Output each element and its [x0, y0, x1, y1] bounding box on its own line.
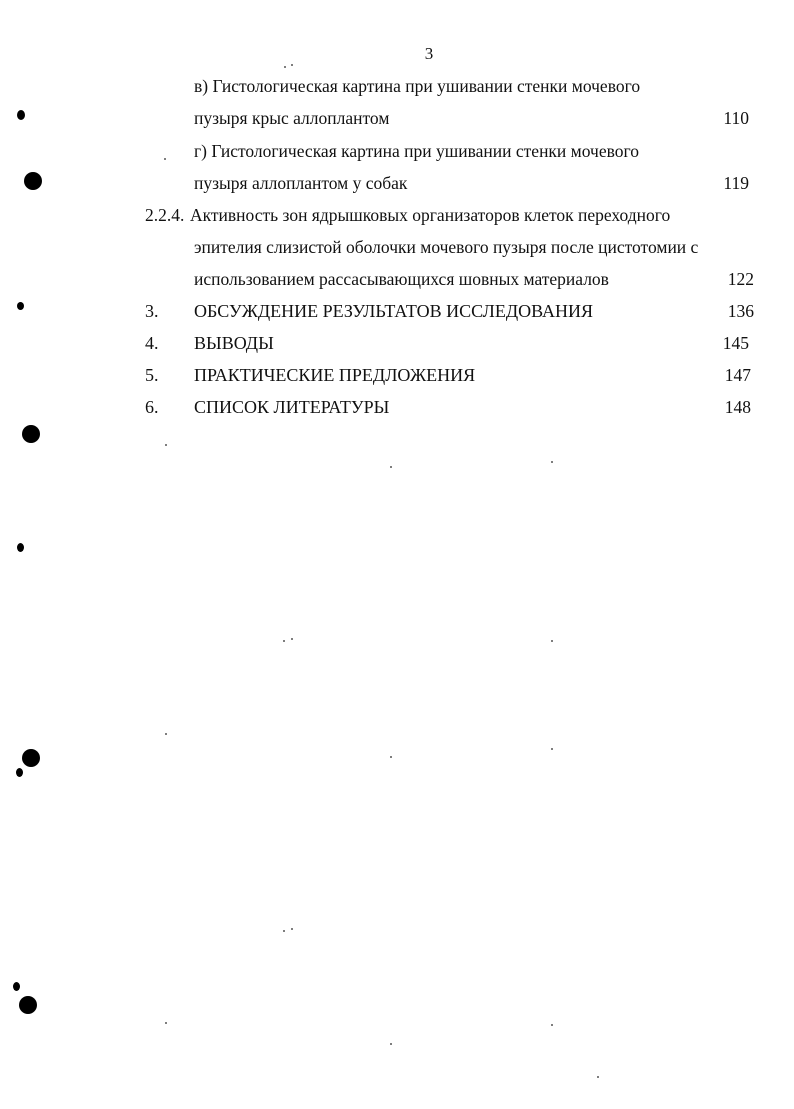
scan-speck	[164, 158, 166, 160]
binder-mark	[13, 982, 20, 991]
toc-page-2-2-4: 122	[727, 269, 754, 289]
scan-speck	[291, 638, 293, 640]
binder-hole	[24, 172, 42, 190]
toc-line-v-1: в) Гистологическая картина при ушивании стенки мочевого	[194, 76, 641, 96]
binder-mark	[17, 110, 25, 120]
scan-speck	[390, 466, 392, 468]
toc-line-g-2: пузыря аллоплантом у собак	[194, 173, 408, 193]
scan-speck	[283, 640, 285, 642]
toc-line-g-1: г) Гистологическая картина при ушивании стенки мочевого	[194, 141, 640, 161]
toc-num-4: 4.	[145, 333, 159, 353]
scan-speck	[551, 640, 553, 642]
toc-line-2-2-4-2: эпителия слизистой оболочки мочевого пузыря после цистотомии с	[194, 237, 699, 257]
toc-page-3: 136	[727, 301, 754, 321]
binder-mark	[17, 302, 24, 310]
scan-speck	[165, 444, 167, 446]
toc-line-2-2-4-3: использованием рассасывающихся шовных материалов	[194, 269, 609, 289]
scan-speck	[284, 66, 286, 68]
page-number: 3	[424, 44, 434, 63]
toc-num-6: 6.	[145, 397, 159, 417]
toc-line-2-2-4-1: Активность зон ядрышковых организаторов клеток переходного	[190, 205, 671, 225]
scan-speck	[390, 1043, 392, 1045]
toc-line-3: ОБСУЖДЕНИЕ РЕЗУЛЬТАТОВ ИССЛЕДОВАНИЯ	[194, 301, 594, 321]
scan-speck	[165, 1022, 167, 1024]
scan-speck	[283, 930, 285, 932]
toc-line-v-2: пузыря крыс аллоплантом	[194, 108, 390, 128]
toc-line-4: ВЫВОДЫ	[194, 333, 274, 353]
binder-hole	[19, 996, 37, 1014]
toc-line-6: СПИСОК ЛИТЕРАТУРЫ	[194, 397, 390, 417]
scan-speck	[291, 928, 293, 930]
binder-mark	[17, 543, 24, 552]
scan-speck	[551, 1024, 553, 1026]
binder-mark	[16, 768, 23, 777]
toc-num-2-2-4: 2.2.4.	[145, 205, 185, 225]
toc-line-5: ПРАКТИЧЕСКИЕ ПРЕДЛОЖЕНИЯ	[194, 365, 476, 385]
binder-hole	[22, 749, 40, 767]
toc-num-3: 3.	[145, 301, 159, 321]
scan-speck	[390, 756, 392, 758]
toc-num-5: 5.	[145, 365, 159, 385]
toc-page-v: 110	[723, 108, 749, 128]
toc-page-g: 119	[723, 173, 749, 193]
scan-speck	[165, 733, 167, 735]
scan-speck	[551, 748, 553, 750]
scan-speck	[291, 64, 293, 66]
binder-hole	[22, 425, 40, 443]
toc-page-6: 148	[724, 397, 751, 417]
toc-page-5: 147	[724, 365, 751, 385]
toc-page-4: 145	[722, 333, 749, 353]
scan-speck	[551, 461, 553, 463]
scan-speck	[597, 1076, 599, 1078]
